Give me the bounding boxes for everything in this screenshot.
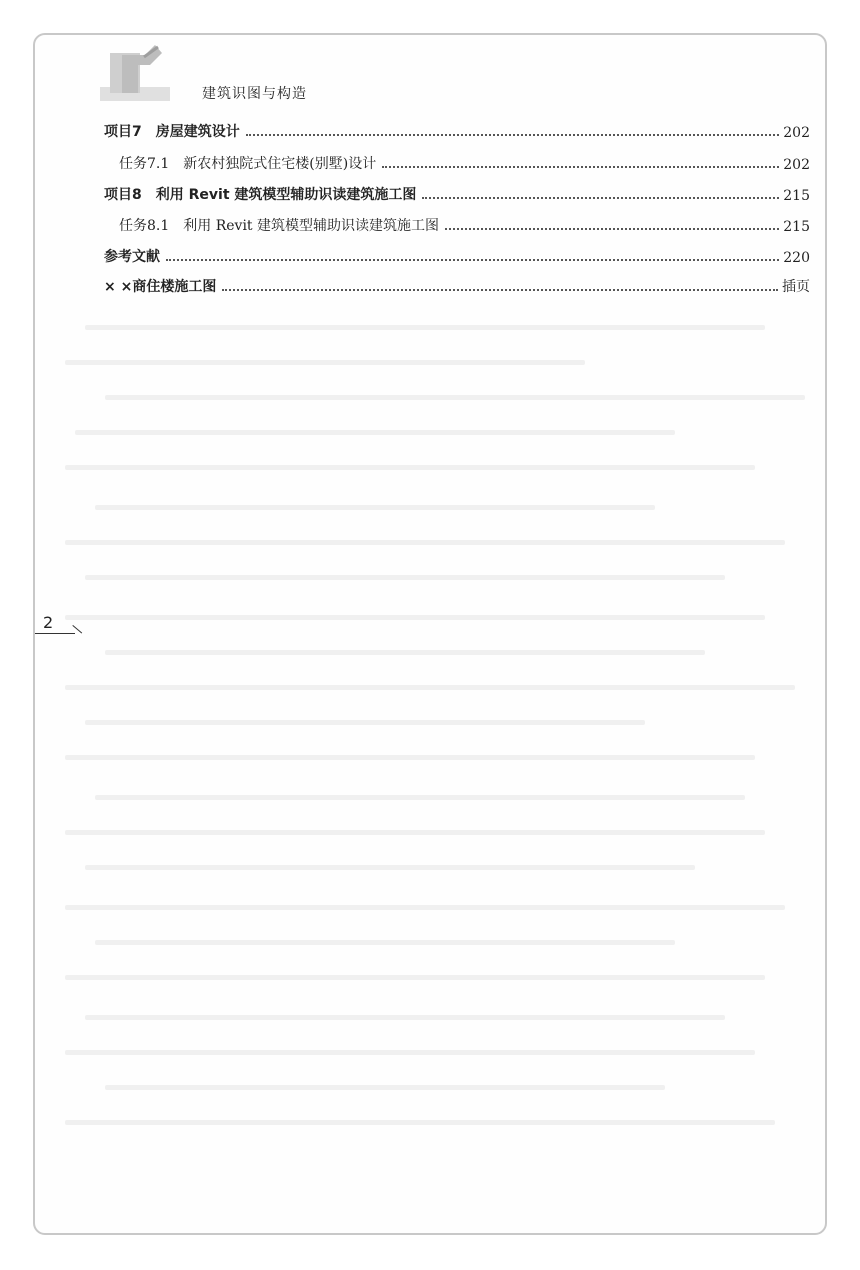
leader-dots [222, 288, 778, 291]
toc-page-number: 220 [783, 250, 810, 266]
page-number: 2 [43, 613, 54, 632]
toc-page-number: 202 [783, 157, 810, 173]
page-sheet [33, 33, 827, 1235]
toc-entry-project-7[interactable]: 项目7 房屋建筑设计 202 [104, 124, 810, 141]
header-title: 建筑识图与构造 [202, 86, 307, 102]
toc-entry-drawings[interactable]: × ×商住楼施工图 插页 [104, 274, 810, 296]
page-number-rule [35, 633, 75, 634]
leader-dots [445, 227, 779, 230]
toc-entry-project-8[interactable]: 项目8 利用 Revit 建筑模型辅助识读建筑施工图 215 [104, 187, 810, 204]
toc-entry-task-7-1[interactable]: 任务7.1 新农村独院式住宅楼(别墅)设计 202 [119, 156, 810, 173]
header-logo-icon [100, 45, 170, 105]
toc-page-number: 202 [783, 125, 810, 141]
toc-page-number: 插页 [782, 279, 810, 295]
toc-page-number: 215 [783, 188, 810, 204]
leader-dots [166, 258, 779, 261]
leader-dots [422, 196, 779, 199]
running-header [100, 45, 400, 105]
leader-dots [382, 165, 779, 168]
bleed-through-text [65, 305, 805, 1185]
toc-entry-references[interactable]: 参考文献 220 [104, 249, 810, 266]
toc-page-number: 215 [783, 219, 810, 235]
leader-dots [246, 133, 780, 136]
toc-entry-task-8-1[interactable]: 任务8.1 利用 Revit 建筑模型辅助识读建筑施工图 215 [119, 218, 810, 235]
